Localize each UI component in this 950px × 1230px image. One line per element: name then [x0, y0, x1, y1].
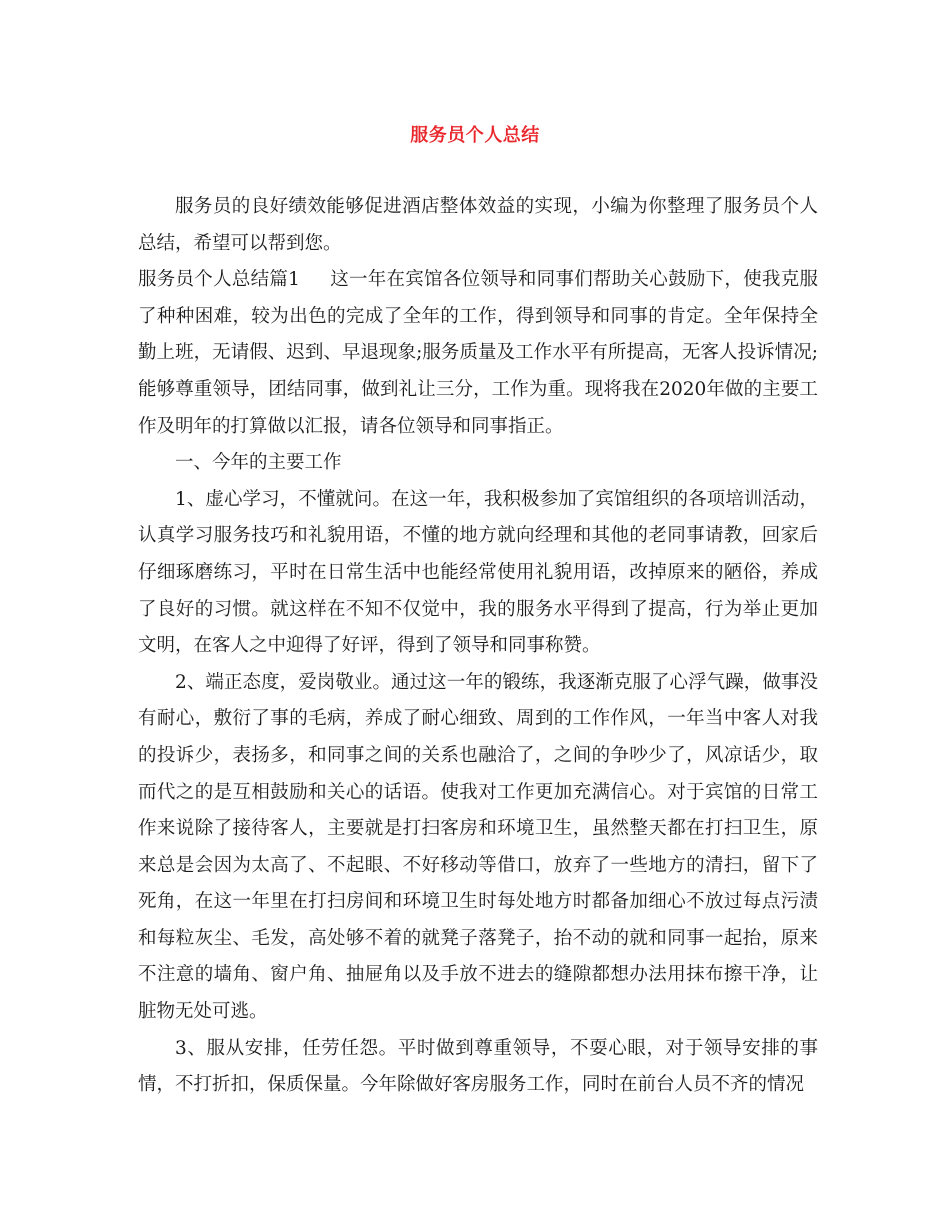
item-1-paragraph: 1、虚心学习，不懂就问。在这一年，我积极参加了宾馆组织的各项培训活动，认真学习服务技巧和礼貌用语，不懂的地方就向经理和其他的老同事请教，回家后仔细琢磨练习，平时在日常生活中也能经常使用礼貌用语，改掉原来的陋俗，养成了良好的习惯。就这样在不知不仅觉中，我的服务水平得到了提高，行为举止更加文明，在客人之中迎得了好评，得到了领导和同事称赞。 [138, 488, 818, 657]
item-2-paragraph: 2、端正态度，爱岗敬业。通过这一年的锻练，我逐渐克服了心浮气躁，做事没有耐心，敷衍了事的毛病，养成了耐心细致、周到的工作作风，一年当中客人对我的投诉少，表扬多，和同事之间的关系也融洽了，之间的争吵少了，风凉话少，取而代之的是互相鼓励和关心的话语。使我对工作更加充满信心。对于宾馆的日常工作来说除了接待客人，主要就是打扫客房和环境卫生，虽然整天都在打扫卫生，原来总是会因为太高了、不起眼、不好移动等借口，放弃了一些地方的清扫，留下了死角，在这一年里在打扫房间和环境卫生时每处地方时都备加细心不放过每点污渍和每粒灰尘、毛发，高处够不着的就凳子落凳子，抬不动的就和同事一起抬，原来不注意的墙角、窗户角、抽屉角以及手放不进去的缝隙都想办法用抹布擦干净，让脏物无处可逃。 [138, 671, 818, 1023]
document-body [138, 189, 818, 1104]
section-1-heading: 服务员个人总结篇1 [138, 269, 300, 291]
section-1-paragraph [138, 262, 818, 445]
item-3-paragraph: 3、服从安排，任劳任怨。平时做到尊重领导，不耍心眼，对于领导安排的事情，不打折扣，保质保量。今年除做好客房服务工作，同时在前台人员不齐的情况 [138, 1037, 818, 1096]
intro-paragraph: 服务员的良好绩效能够促进酒店整体效益的实现，小编为你整理了服务员个人总结，希望可以帮到您。 [138, 196, 818, 254]
document-title: 服务员个人总结 [410, 125, 540, 146]
part-1-heading: 一、今年的主要工作 [175, 452, 342, 474]
section-1-text: 这一年在宾馆各位领导和同事们帮助关心鼓励下，使我克服了种种困难，较为出色的完成了全年的工作，得到领导和同事的肯定。全年保持全勤上班，无请假、迟到、早退现象;服务质量及工作水平有所提高，无客人投诉情况;能够尊重领导，团结同事，做到礼让三分，工作为重。现将我在2020年做的主要工作及明年的打算做以汇报，请各位领导和同事指正。 [138, 269, 818, 437]
